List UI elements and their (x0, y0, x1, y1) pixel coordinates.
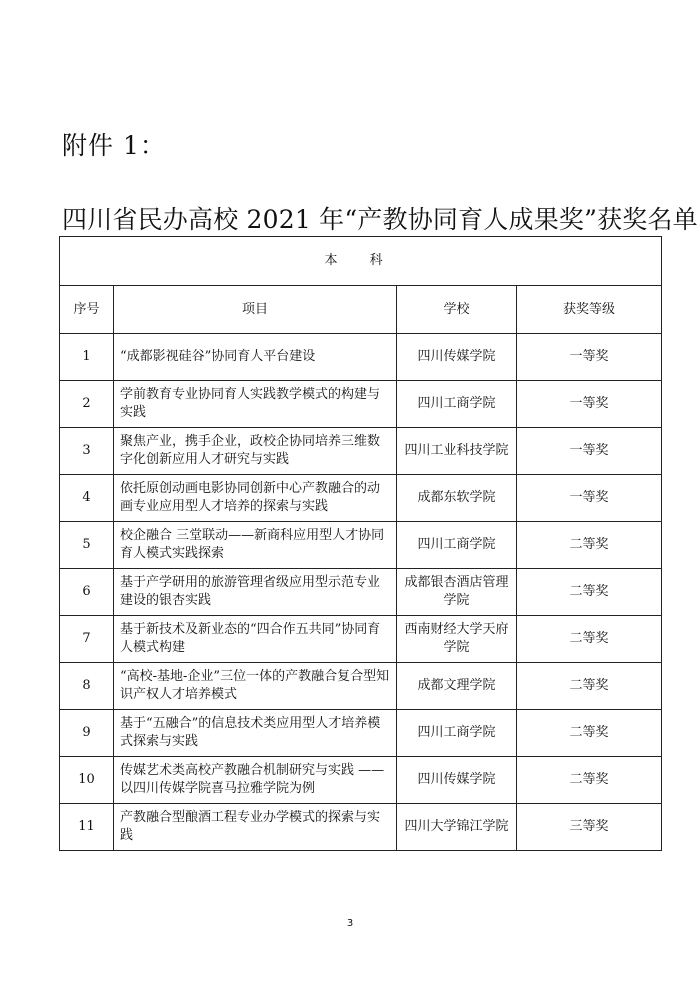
header-school: 学校 (397, 286, 517, 334)
cell-project: 传媒艺术类高校产教融合机制研究与实践 ——以四川传媒学院喜马拉雅学院为例 (114, 757, 397, 804)
cell-project: 基于“五融合”的信息技术类应用型人才培养模式探索与实践 (114, 710, 397, 757)
cell-project: 基于新技术及新业态的“四合作五共同”协同育人模式构建 (114, 616, 397, 663)
cell-level: 一等奖 (517, 475, 662, 522)
cell-school: 四川工商学院 (397, 522, 517, 569)
table-row (60, 710, 662, 757)
cell-level: 二等奖 (517, 663, 662, 710)
section-title: 本 科 (60, 237, 662, 286)
cell-no: 6 (60, 569, 114, 616)
table-row (60, 334, 662, 381)
cell-no: 3 (60, 428, 114, 475)
cell-project: “成都影视硅谷”协同育人平台建设 (114, 334, 397, 381)
cell-no: 10 (60, 757, 114, 804)
cell-level: 二等奖 (517, 710, 662, 757)
table-row (60, 428, 662, 475)
table-row (60, 569, 662, 616)
cell-project: 产教融合型酿酒工程专业办学模式的探索与实践 (114, 804, 397, 851)
cell-no: 11 (60, 804, 114, 851)
cell-school: 四川传媒学院 (397, 334, 517, 381)
table-body (60, 334, 662, 851)
header-level: 获奖等级 (517, 286, 662, 334)
cell-level: 二等奖 (517, 522, 662, 569)
cell-level: 一等奖 (517, 428, 662, 475)
cell-school: 成都文理学院 (397, 663, 517, 710)
cell-school: 四川大学锦江学院 (397, 804, 517, 851)
cell-level: 三等奖 (517, 804, 662, 851)
document-title: 四川省民办高校 2021 年“产教协同育人成果奖”获奖名单 (62, 205, 698, 234)
cell-level: 二等奖 (517, 616, 662, 663)
cell-level: 一等奖 (517, 381, 662, 428)
cell-level: 一等奖 (517, 334, 662, 381)
cell-no: 7 (60, 616, 114, 663)
cell-school: 四川工商学院 (397, 381, 517, 428)
cell-project: 依托原创动画电影协同创新中心产教融合的动画专业应用型人才培养的探索与实践 (114, 475, 397, 522)
cell-no: 2 (60, 381, 114, 428)
page-number: 3 (346, 918, 354, 929)
cell-project: 学前教育专业协同育人实践教学模式的构建与实践 (114, 381, 397, 428)
cell-no: 5 (60, 522, 114, 569)
table-row (60, 381, 662, 428)
awards-table (59, 236, 662, 851)
header-row (60, 286, 662, 334)
cell-school: 四川工商学院 (397, 710, 517, 757)
cell-no: 1 (60, 334, 114, 381)
section-row (60, 237, 662, 286)
cell-level: 二等奖 (517, 569, 662, 616)
table-row (60, 757, 662, 804)
cell-no: 4 (60, 475, 114, 522)
cell-school: 西南财经大学天府学院 (397, 616, 517, 663)
cell-no: 8 (60, 663, 114, 710)
table-row (60, 663, 662, 710)
table-row (60, 522, 662, 569)
cell-school: 四川传媒学院 (397, 757, 517, 804)
table-row (60, 804, 662, 851)
cell-school: 成都银杏酒店管理学院 (397, 569, 517, 616)
cell-school: 四川工业科技学院 (397, 428, 517, 475)
cell-school: 成都东软学院 (397, 475, 517, 522)
table-row (60, 475, 662, 522)
cell-level: 二等奖 (517, 757, 662, 804)
cell-project: 聚焦产业，携手企业，政校企协同培养三维数字化创新应用人才研究与实践 (114, 428, 397, 475)
cell-project: 基于产学研用的旅游管理省级应用型示范专业建设的银杏实践 (114, 569, 397, 616)
cell-no: 9 (60, 710, 114, 757)
table-row (60, 616, 662, 663)
header-project: 项目 (114, 286, 397, 334)
header-no: 序号 (60, 286, 114, 334)
cell-project: 校企融合 三堂联动——新商科应用型人才协同育人模式实践探索 (114, 522, 397, 569)
attachment-label: 附件 1： (62, 131, 166, 160)
cell-project: “高校-基地-企业”三位一体的产教融合复合型知识产权人才培养模式 (114, 663, 397, 710)
